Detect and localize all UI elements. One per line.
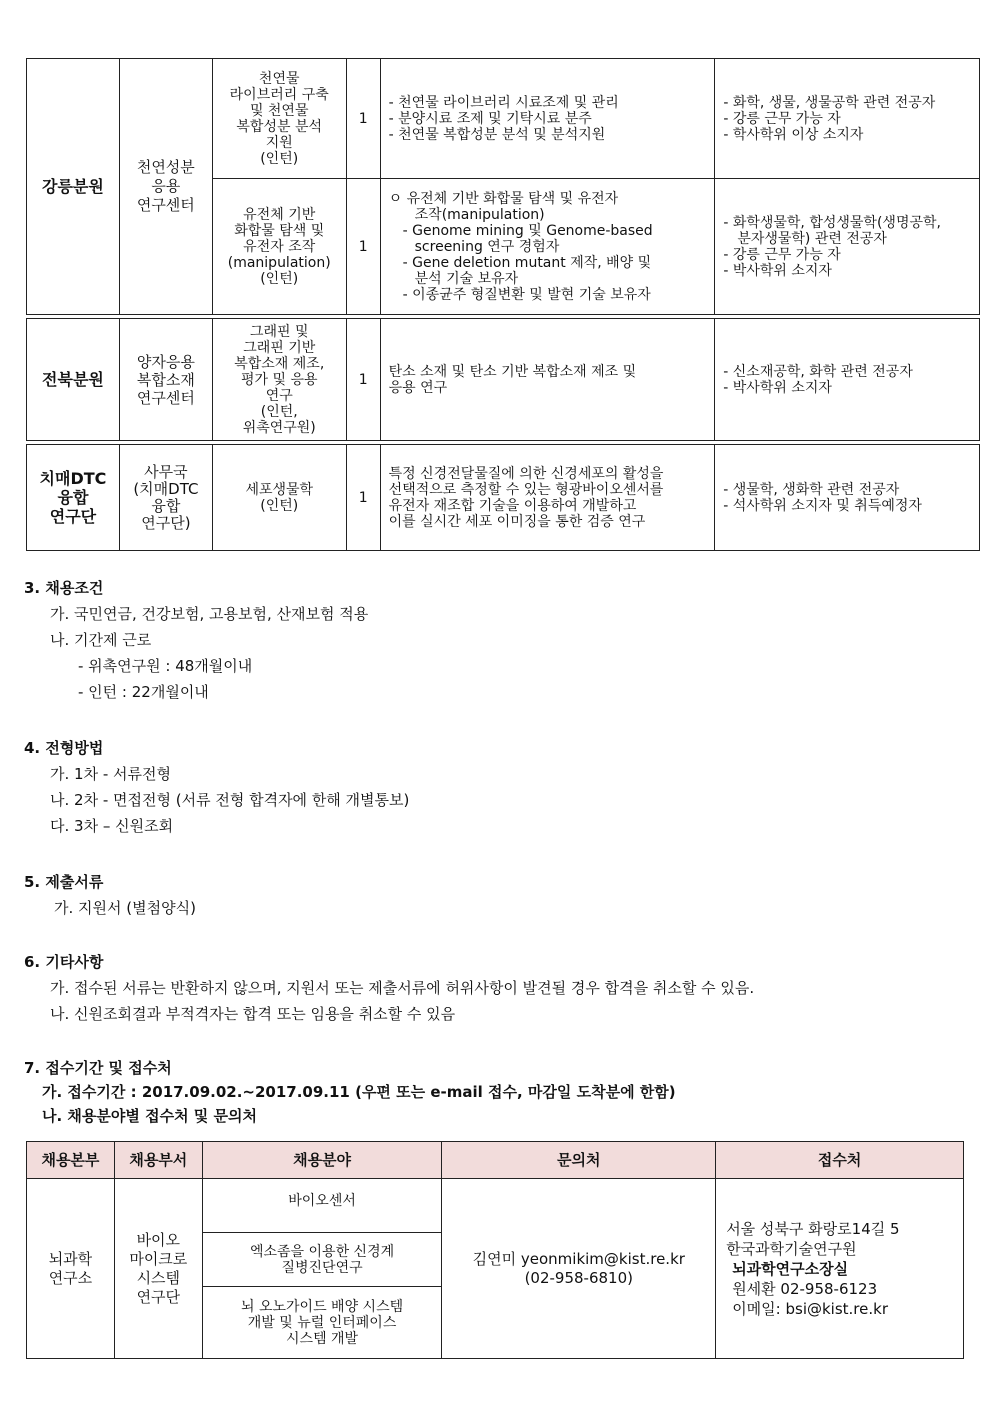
section-title: 6. 기타사항 xyxy=(24,953,104,971)
section-line: 나. 신원조회결과 부적격자는 합격 또는 임용을 취소할 수 있음 xyxy=(50,1005,456,1023)
section-line: 다. 3차 – 신원조회 xyxy=(50,817,174,835)
hq-cell: 뇌과학 연구소 xyxy=(27,1179,115,1359)
table-row xyxy=(27,445,980,551)
field-cell: 세포생물학 (인턴) xyxy=(212,445,346,551)
quals-cell: - 신소재공학, 화학 관련 전공자 - 박사학위 소지자 xyxy=(715,319,980,441)
count-cell: 1 xyxy=(346,179,380,315)
table-row xyxy=(27,59,980,179)
dept-cell: 바이오 마이크로 시스템 연구단 xyxy=(114,1179,202,1359)
positions-table-jeonbuk xyxy=(26,318,980,441)
count-cell: 1 xyxy=(346,59,380,179)
duties-cell: - 천연물 라이브러리 시료조제 및 관리 - 분양시료 조제 및 기탁시료 분주 - 천연물 복합성분 분석 및 분석지원 xyxy=(380,59,715,179)
section-title: 7. 접수기간 및 접수처 xyxy=(24,1059,172,1077)
section-6 xyxy=(24,952,754,1024)
section-line: 나. 2차 - 면접전형 (서류 전형 합격자에 한해 개별통보) xyxy=(50,791,410,809)
header-cell: 채용부서 xyxy=(114,1142,202,1179)
header-cell: 접수처 xyxy=(716,1142,964,1179)
section-title: 5. 제출서류 xyxy=(24,873,104,891)
table-header-row xyxy=(27,1142,964,1179)
section-line: 나. 채용분야별 접수처 및 문의처 xyxy=(42,1107,257,1125)
section-line: 가. 1차 - 서류전형 xyxy=(50,765,171,783)
field-cell: 엑소좀을 이용한 신경계 질병진단연구 xyxy=(202,1233,442,1287)
duties-cell: 탄소 소재 및 탄소 기반 복합소재 제조 및 응용 연구 xyxy=(380,319,715,441)
duties-cell: ㅇ 유전체 기반 화합물 탐색 및 유전자 조작(manipulation) - Genome mining 및 Genome-based screening 연구 경험자 - Gene deletion mutant 제작, 배양 및 분석 기술 보유자 - 이종균주 형질변환 및 발현 기술 보유자 xyxy=(380,179,715,315)
section-7 xyxy=(24,1058,676,1126)
section-3 xyxy=(24,578,368,702)
quals-cell: - 화학, 생물, 생물공학 관련 전공자 - 강릉 근무 가능 자 - 학사학위 이상 소지자 xyxy=(715,59,980,179)
section-line: 가. 국민연금, 건강보험, 고용보험, 산재보험 적용 xyxy=(50,605,369,623)
section-line: - 인턴 : 22개월이내 xyxy=(78,683,209,701)
quals-cell: - 화학생물학, 합성생물학(생명공학, 분자생물학) 관련 전공자 - 강릉 근무 가능 자 - 박사학위 소지자 xyxy=(715,179,980,315)
section-line: 가. 접수기간 : 2017.09.02.~2017.09.11 (우편 또는 e-mail 접수, 마감일 도착분에 한함) xyxy=(42,1083,676,1101)
contact-table xyxy=(26,1141,964,1359)
dept-cell: 사무국 (치매DTC 융합 연구단) xyxy=(119,445,212,551)
field-cell: 뇌 오노가이드 배양 시스템 개발 및 뉴럴 인터페이스 시스템 개발 xyxy=(202,1287,442,1359)
positions-table-dtc xyxy=(26,444,980,551)
table-row xyxy=(27,319,980,441)
field-cell: 유전체 기반 화합물 탐색 및 유전자 조작 (manipulation) (인턴) xyxy=(212,179,346,315)
section-title: 4. 전형방법 xyxy=(24,739,104,757)
table-row xyxy=(27,1179,964,1233)
dept-cell: 양자응용 복합소재 연구센터 xyxy=(119,319,212,441)
section-title: 3. 채용조건 xyxy=(24,579,104,597)
section-line: 가. 접수된 서류는 반환하지 않으며, 지원서 또는 제출서류에 허위사항이 발견될 경우 합격을 취소할 수 있음. xyxy=(50,979,755,997)
contact-cell: 김연미 yeonmikim@kist.re.kr (02-958-6810) xyxy=(442,1179,716,1359)
reception-cell: 서울 성북구 화랑로14길 5 한국과학기술연구원 뇌과학연구소장실 원세환 02-958-6123 이메일: bsi@kist.re.kr xyxy=(716,1179,964,1359)
hq-cell: 치매DTC 융합 연구단 xyxy=(27,445,120,551)
field-cell: 그래핀 및 그래핀 기반 복합소재 제조, 평가 및 응용 연구 (인턴, 위촉연구원) xyxy=(212,319,346,441)
count-cell: 1 xyxy=(346,319,380,441)
hq-cell: 전북분원 xyxy=(27,319,120,441)
section-5 xyxy=(24,872,196,918)
field-cell: 천연물 라이브러리 구축 및 천연물 복합성분 분석 지원 (인턴) xyxy=(212,59,346,179)
hq-cell: 강릉분원 xyxy=(27,59,120,315)
duties-cell: 특정 신경전달물질에 의한 신경세포의 활성을 선택적으로 측정할 수 있는 형광바이오센서를 유전자 재조합 기술을 이용하여 개발하고 이를 실시간 세포 이미징을 통한 검증 연구 xyxy=(380,445,715,551)
quals-cell: - 생물학, 생화학 관련 전공자 - 석사학위 소지자 및 취득예정자 xyxy=(715,445,980,551)
dept-cell: 천연성분 응용 연구센터 xyxy=(119,59,212,315)
header-cell: 문의처 xyxy=(442,1142,716,1179)
positions-table xyxy=(26,58,980,315)
section-4 xyxy=(24,738,409,836)
section-line: 나. 기간제 근로 xyxy=(50,631,152,649)
count-cell: 1 xyxy=(346,445,380,551)
field-cell: 바이오센서 xyxy=(202,1179,442,1233)
section-line: - 위촉연구원 : 48개월이내 xyxy=(78,657,253,675)
header-cell: 채용분야 xyxy=(202,1142,442,1179)
section-line: 가. 지원서 (별첨양식) xyxy=(54,899,196,917)
header-cell: 채용본부 xyxy=(27,1142,115,1179)
